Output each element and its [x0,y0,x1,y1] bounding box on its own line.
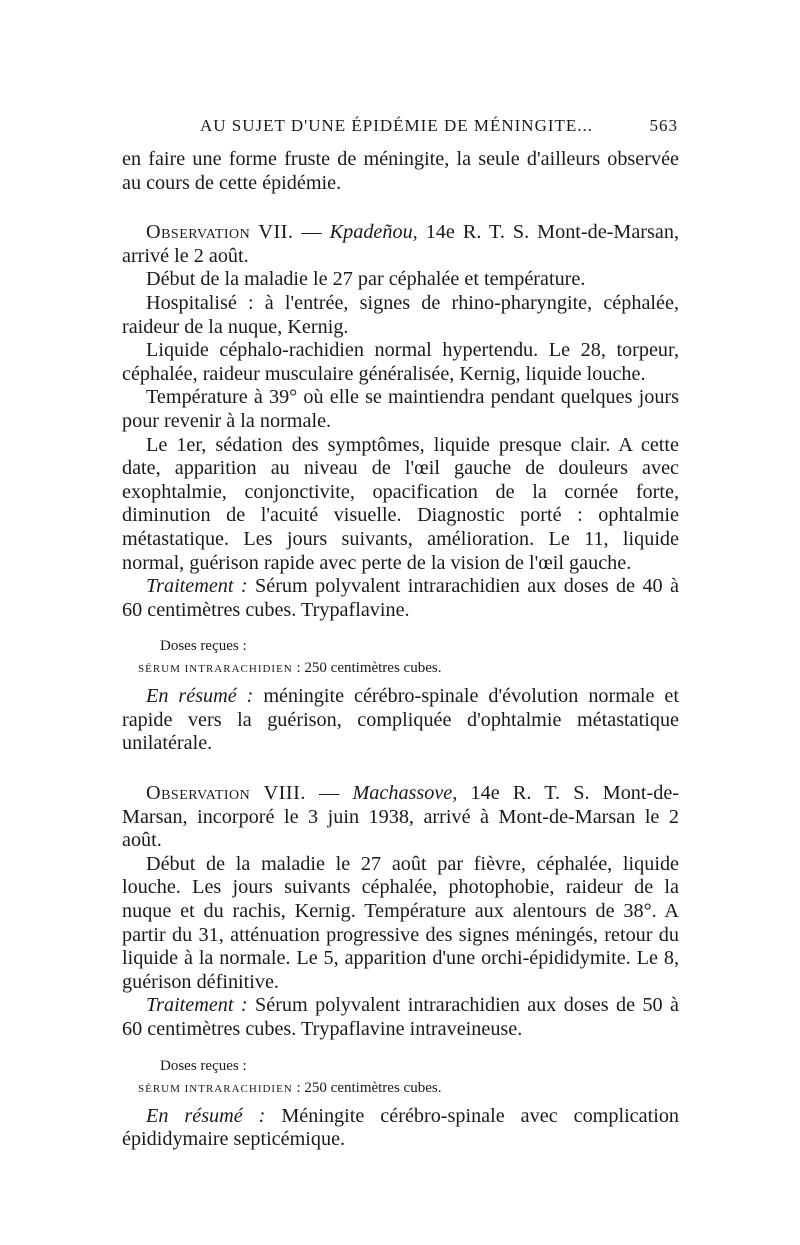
observation-7-treatment: Traitement : Sérum polyvalent intrarachidien aux doses de 40 à 60 centimètres cubes. Trypaflavine. [122,575,679,621]
page-body [122,148,679,1152]
observation-7-paragraph-1: Début de la maladie le 27 par céphalée et température. [146,268,586,291]
observation-8-paragraph-1: Début de la maladie le 27 août par fièvre, céphalée, liquide louche. Les jours suivants céphalée, photophobie, raideur de la nuque et du rachis, Kernig. Température aux alentours de 38°. A partir du 31, atténuation progressive des signes méningés, retour du liquide à la normale. Le 5, apparition d'une orchi-épididymite. Le 8, guérison définitive. [122,852,679,993]
observation-7-unit: 14e R. T. S. Mont-de-Marsan, arrivé le 2 août. [122,221,679,267]
intro-paragraph: en faire une forme fruste de méningite, la seule d'ailleurs observée au cours de cette épidémie. [122,148,679,194]
observation-8-patient: Machassove, [352,782,458,805]
page-number: 563 [649,116,678,135]
observation-7-label: Observation VII. [146,221,294,244]
observation-7-paragraph-4: Température à 39° où elle se maintiendra pendant quelques jours pour revenir à la normale. [122,386,679,432]
running-title: AU SUJET D'UNE ÉPIDÉMIE DE MÉNINGITE... [200,116,594,135]
observation-8-treatment: Traitement : Sérum polyvalent intrarachidien aux doses de 50 à 60 centimètres cubes. Trypaflavine intraveineuse. [122,994,679,1040]
observation-8-heading: Observation VIII. — Machassove, 14e R. T. S. Mont-de-Marsan, incorporé le 3 juin 1938, arrivé à Mont-de-Marsan le 2 août. [122,782,679,852]
running-header [200,116,678,142]
observation-7-paragraph-3: Liquide céphalo-rachidien normal hypertendu. Le 28, torpeur, céphalée, raideur musculaire généralisée, Kernig, liquide louche. [122,339,679,385]
observation-8-unit: 14e R. T. S. Mont-de-Marsan, incorporé le 3 juin 1938, arrivé à Mont-de-Marsan le 2 août. [122,782,679,852]
observation-7-heading: Observation VII. — Kpadeñou, 14e R. T. S. Mont-de-Marsan, arrivé le 2 août. [122,221,679,267]
observation-8-doses-line: SÉRUM INTRARACHIDIEN : 250 centimètres cubes. [138,1079,442,1096]
observation-7-patient: Kpadeñou, [329,221,418,244]
observation-7-summary: En résumé : méningite cérébro-spinale d'évolution normale et rapide vers la guérison, compliquée d'ophtalmie métastatique unilatérale. [122,685,679,755]
observation-7-paragraph-2: Hospitalisé : à l'entrée, signes de rhino-pharyngite, céphalée, raideur de la nuque, Kernig. [122,291,679,338]
observation-8-summary: En résumé : Méningite cérébro-spinale avec complication épididymaire septicémique. [122,1104,680,1151]
observation-8-doses-heading: Doses reçues : [160,1057,247,1074]
observation-7-doses-line: SÉRUM INTRARACHIDIEN : 250 centimètres cubes. [138,660,442,677]
observation-8-label: Observation VIII. [146,782,306,805]
observation-7-doses-heading: Doses reçues : [160,638,247,655]
observation-7-paragraph-5: Le 1er, sédation des symptômes, liquide presque clair. A cette date, apparition au niveau de l'œil gauche de douleurs avec exophtalmie, conjonctivite, opacification de la cornée forte, diminution de l'acuité visuelle. Diagnostic porté : ophtalmie métastatique. Les jours suivants, amélioration. Le 11, liquide normal, guérison rapide avec perte de la vision de l'œil gauche. [122,433,679,574]
